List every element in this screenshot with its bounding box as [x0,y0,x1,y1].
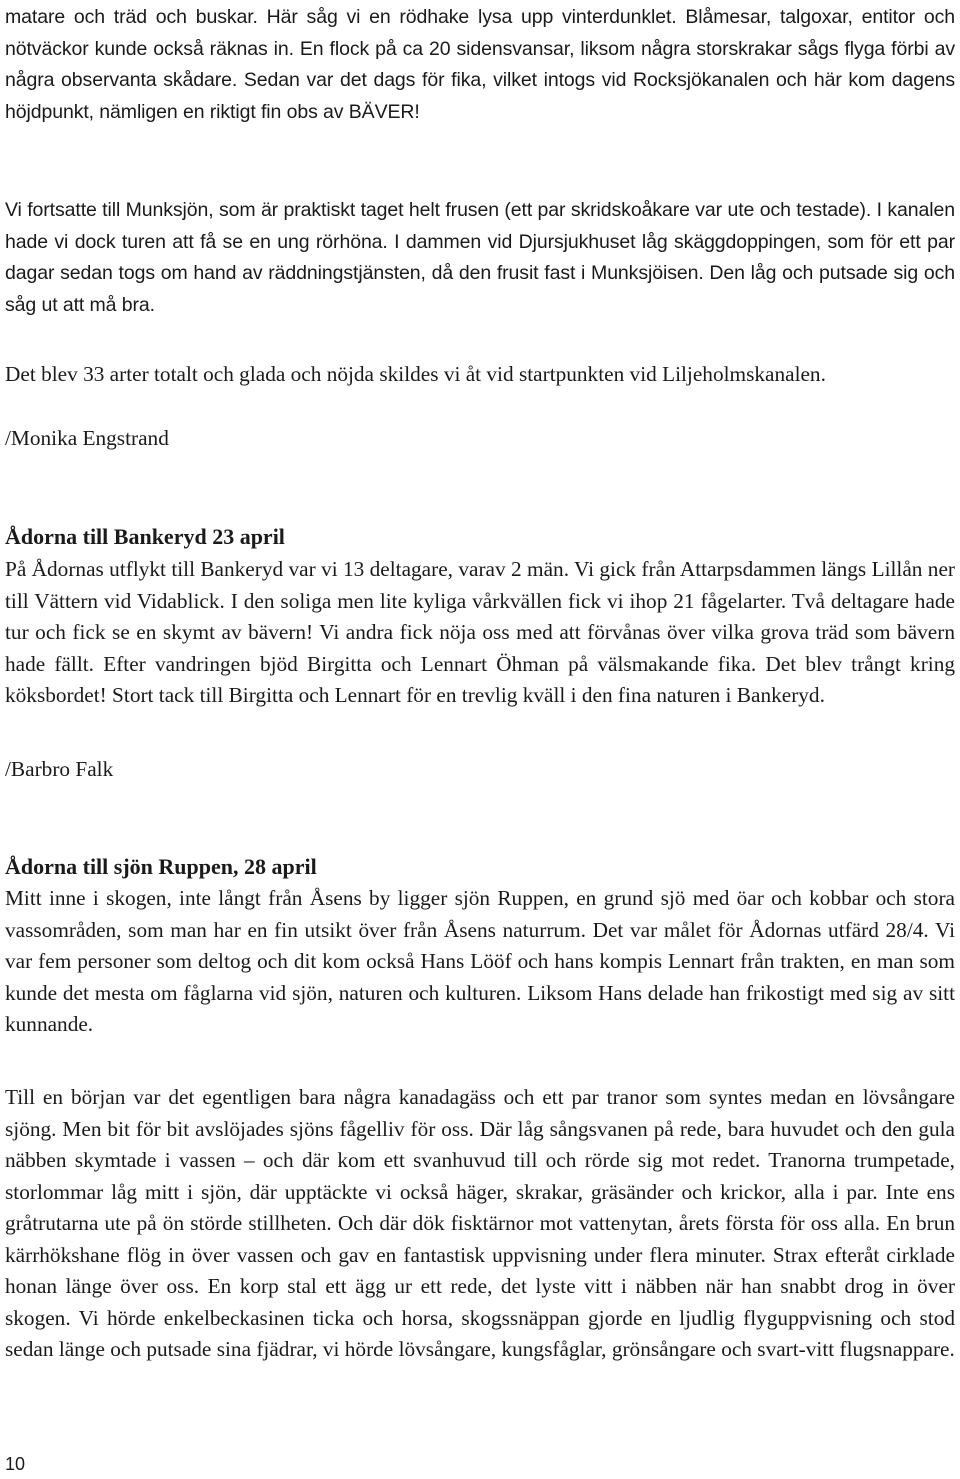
article3-paragraph-2: Till en början var det egentligen bara några kanadagäss och ett par tranor som syntes medan en lövsångare sjöng. Men bit för bit avslöjades sjöns fågelliv för oss. Där låg sångsvanen på rede, bara huvudet och den gula näbben skymtade i vassen – och där kom ett svanhuvud till och rörde sig mot redet. Tranorna trumpetade, storlommar låg mitt i sjön, där upptäckte vi också häger, skrakar, gräsänder och krickor, alla i par. Inte ens gråtrutarna ute på ön störde stillheten. Och där dök fisktärnor mot vattenytan, årets första för oss alla. En brun kärrhökshane flög in över vassen och gav en fantastisk uppvisning under flera minuter. Strax efteråt cirklade honan länge över oss. En korp stal ett ägg ur ett rede, det lyste vitt i näbben när han snabbt drog in över skogen. Vi hörde enkelbeckasinen ticka och horsa, skogssnäppan gjorde en ljudlig flyguppvisning och stod sedan länge och putsade sina fjädrar, vi hörde lövsångare, kungsfåglar, grönsångare och svart-vitt flugsnappare. [5,1085,955,1361]
article1-paragraph-1: matare och träd och buskar. Här såg vi en rödhake lysa upp vinterdunklet. Blåmesar, talgoxar, entitor och nötväckor kunde också räknas in. En flock på ca 20 sidensvansar, liksom några storskrakar sågs flyga förbi av några observanta skådare. Sedan var det dags för fika, vilket intogs vid Rocksjökanalen och här kom dagens höjdpunkt, nämligen en riktigt fin obs av BÄVER! [5,6,955,123]
article2-heading: Ådorna till Bankeryd 23 april [5,524,285,549]
article1-paragraph-3: Det blev 33 arter totalt och glada och nöjda skildes vi åt vid startpunkten vid Liljeholmskanalen. [5,362,826,386]
article3-heading: Ådorna till sjön Ruppen, 28 april [5,854,317,879]
article2-signature: /Barbro Falk [5,757,114,781]
article3-paragraph-1: Mitt inne i skogen, inte långt från Åsens by ligger sjön Ruppen, en grund sjö med öar och kobbar och stora vassområden, som man har en fin utsikt över från Åsens naturrum. Det var målet för Ådornas utfärd 28/4. Vi var fem personer som deltog och dit kom också Hans Lööf och hans kompis Lennart från trakten, en man som kunde det mesta om fåglarna vid sjön, naturen och kulturen. Liksom Hans delade han frikostigt med sig av sitt kunnande. [5,886,955,1036]
article1-signature: /Monika Engstrand [5,426,169,450]
article1-paragraph-2: Vi fortsatte till Munksjön, som är praktiskt taget helt frusen (ett par skridskoåkare var ute och testade). I kanalen hade vi dock turen att få se en ung rörhöna. I dammen vid Djursjukhuset låg skäggdoppingen, som för ett par dagar sedan togs om hand av räddningstjänsten, då den frusit fast i Munksjöisen. Den låg och putsade sig och såg ut att må bra. [5,199,955,316]
article2-paragraph-1: På Ådornas utflykt till Bankeryd var vi 13 deltagare, varav 2 män. Vi gick från Attarpsdammen längs Lillån ner till Vättern vid Vidablick. I den soliga men lite kyliga vårkvällen fick vi ihop 21 fågelarter. Två deltagare hade tur och fick se en skymt av bävern! Vi andra fick nöja oss med att förvånas över vilka grova träd som bävern hade fällt. Efter vandringen bjöd Birgitta och Lennart Öhman på välsmakande fika. Det blev trångt kring köksbordet! Stort tack till Birgitta och Lennart för en trevlig kväll i den fina naturen i Bankeryd. [5,557,955,707]
page-number: 10 [5,1454,26,1474]
